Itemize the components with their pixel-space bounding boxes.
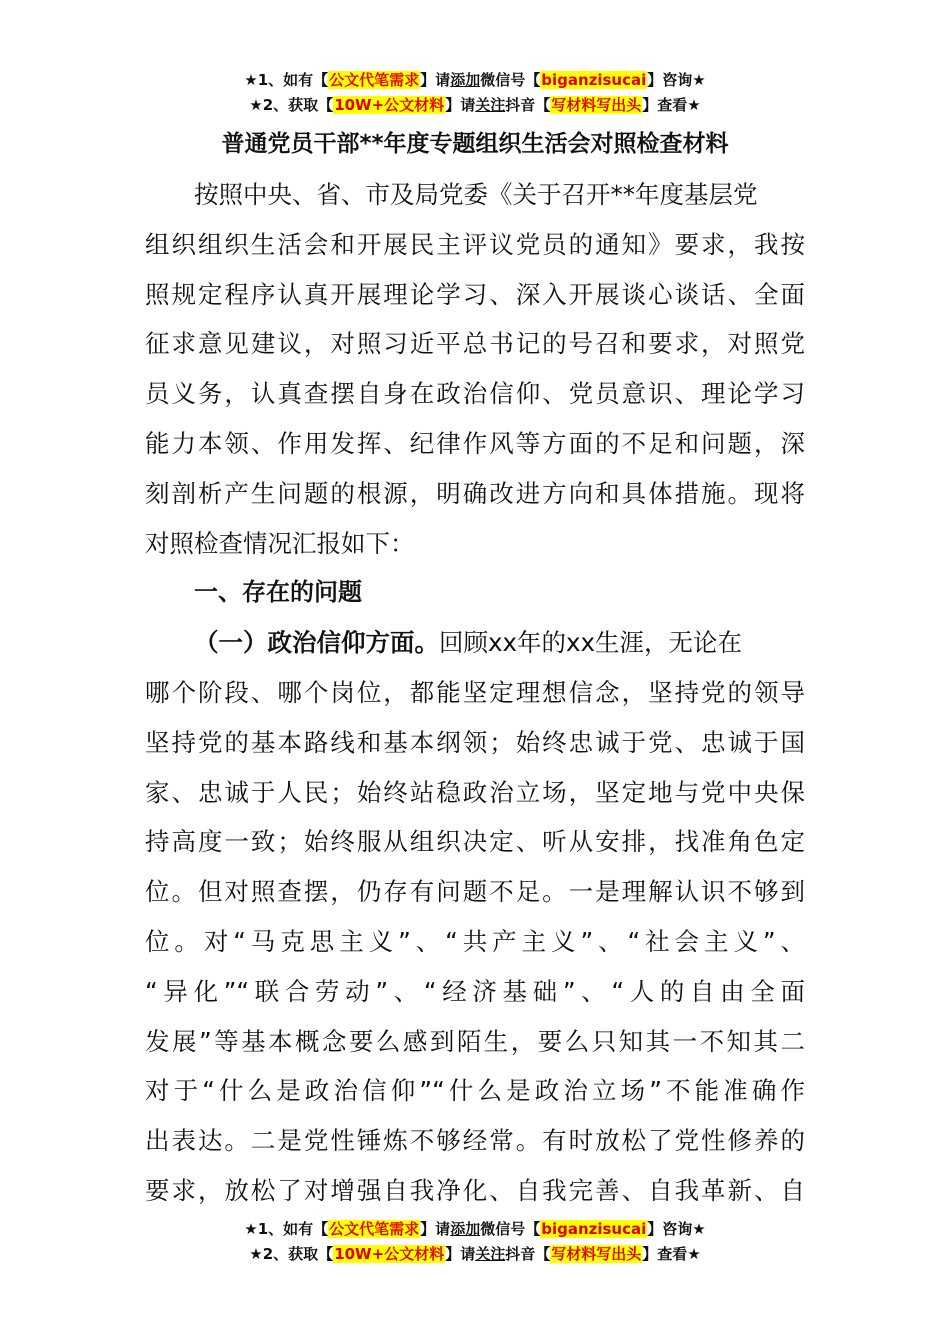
banner-line-1 — [0, 68, 950, 93]
header-banner — [0, 68, 950, 118]
banner-text: 抖音【 — [505, 1245, 551, 1263]
banner-wechat-id: biganzisucai — [541, 1220, 647, 1238]
banner-text: ★1、如有【 — [244, 1220, 329, 1238]
paragraph-line: 出表达。二是党性锤炼不够经常。有时放松了党性修养的 — [145, 1126, 805, 1156]
paragraph-line: 对于“什么是政治信仰”“什么是政治立场”不能准确作 — [145, 1076, 805, 1106]
paragraph-line: 发展”等基本概念要么感到陌生，要么只知其一不知其二 — [145, 1026, 805, 1056]
paragraph-line: 照规定程序认真开展理论学习、深入开展谈心谈话、全面 — [145, 279, 805, 309]
document-title: 普通党员干部**年度专题组织生活会对照检查材料 — [221, 131, 729, 157]
banner-text: ★1、如有【 — [244, 71, 329, 89]
paragraph-line: 组织组织生活会和开展民主评议党员的通知》要求，我按 — [145, 229, 805, 259]
subsection-first-line — [145, 618, 805, 668]
banner-text: ★2、获取【 — [249, 96, 334, 114]
banner-text: 】查看★ — [642, 1245, 701, 1263]
document-body — [145, 170, 805, 1216]
banner-highlight: 公文代笔需求 — [329, 71, 420, 89]
banner-highlight: 10W+公文材料 — [334, 96, 445, 114]
paragraph-line: 坚持党的基本路线和基本纲领；始终忠诚于党、忠诚于国 — [145, 727, 805, 757]
paragraph-line: 要求，放松了对增强自我净化、自我完善、自我革新、自 — [145, 1175, 805, 1205]
banner-text: 】请 — [445, 1245, 476, 1263]
banner-line-2 — [0, 1242, 950, 1267]
section-heading: 一、存在的问题 — [194, 578, 362, 607]
banner-line-1 — [0, 1217, 950, 1242]
banner-wechat-id: biganzisucai — [541, 71, 647, 89]
paragraph-line: 持高度一致；始终服从组织决定、听从安排，找准角色定 — [145, 827, 805, 857]
paragraph-line: 家、忠诚于人民；始终站稳政治立场，坚定地与党中央保 — [145, 777, 805, 807]
banner-douyin-name: 写材料写出头 — [551, 1245, 642, 1263]
paragraph-line: 位。但对照查摆，仍存有问题不足。一是理解认识不够到 — [145, 877, 805, 907]
banner-underlined: 关注 — [475, 96, 506, 114]
paragraph-line: 对照检查情况汇报如下： — [145, 528, 415, 558]
banner-text: 】咨询★ — [647, 1220, 706, 1238]
paragraph-line: 刻剖析产生问题的根源，明确改进方向和具体措施。现将 — [145, 478, 805, 508]
banner-text: ★2、获取【 — [249, 1245, 334, 1263]
paragraph-line: 位。对“马克思主义”、“共产主义”、“社会主义”、 — [145, 926, 805, 956]
subsection-label: （一）政治信仰方面。 — [194, 628, 439, 658]
paragraph-line: 征求意见建议，对照习近平总书记的号召和要求，对照党 — [145, 329, 805, 359]
banner-highlight: 公文代笔需求 — [329, 1220, 420, 1238]
banner-text: 抖音【 — [505, 96, 551, 114]
paragraph-line: “异化”“联合劳动”、“经济基础”、“人的自由全面 — [145, 976, 805, 1006]
banner-douyin-name: 写材料写出头 — [551, 96, 642, 114]
paragraph-line: 哪个阶段、哪个岗位，都能坚定理想信念，坚持党的领导 — [145, 677, 805, 707]
banner-underlined: 添加 — [450, 1220, 481, 1238]
banner-text: 微信号【 — [480, 71, 541, 89]
banner-highlight: 10W+公文材料 — [334, 1245, 445, 1263]
footer-banner — [0, 1217, 950, 1267]
banner-text: 微信号【 — [480, 1220, 541, 1238]
paragraph-text: 回顾xx年的xx生涯，无论在 — [439, 628, 742, 658]
banner-underlined: 添加 — [450, 71, 481, 89]
banner-text: 】咨询★ — [647, 71, 706, 89]
banner-text: 】请 — [445, 96, 476, 114]
banner-text: 】查看★ — [642, 96, 701, 114]
banner-text: 】请 — [420, 71, 451, 89]
banner-underlined: 关注 — [475, 1245, 506, 1263]
paragraph-line: 能力本领、作用发挥、纪律作风等方面的不足和问题，深 — [145, 428, 805, 458]
paragraph-line: 员义务，认真查摆自身在政治信仰、党员意识、理论学习 — [145, 379, 805, 409]
banner-text: 】请 — [420, 1220, 451, 1238]
paragraph-line: 按照中央、省、市及局党委《关于召开**年度基层党 — [194, 180, 758, 209]
banner-line-2 — [0, 93, 950, 118]
